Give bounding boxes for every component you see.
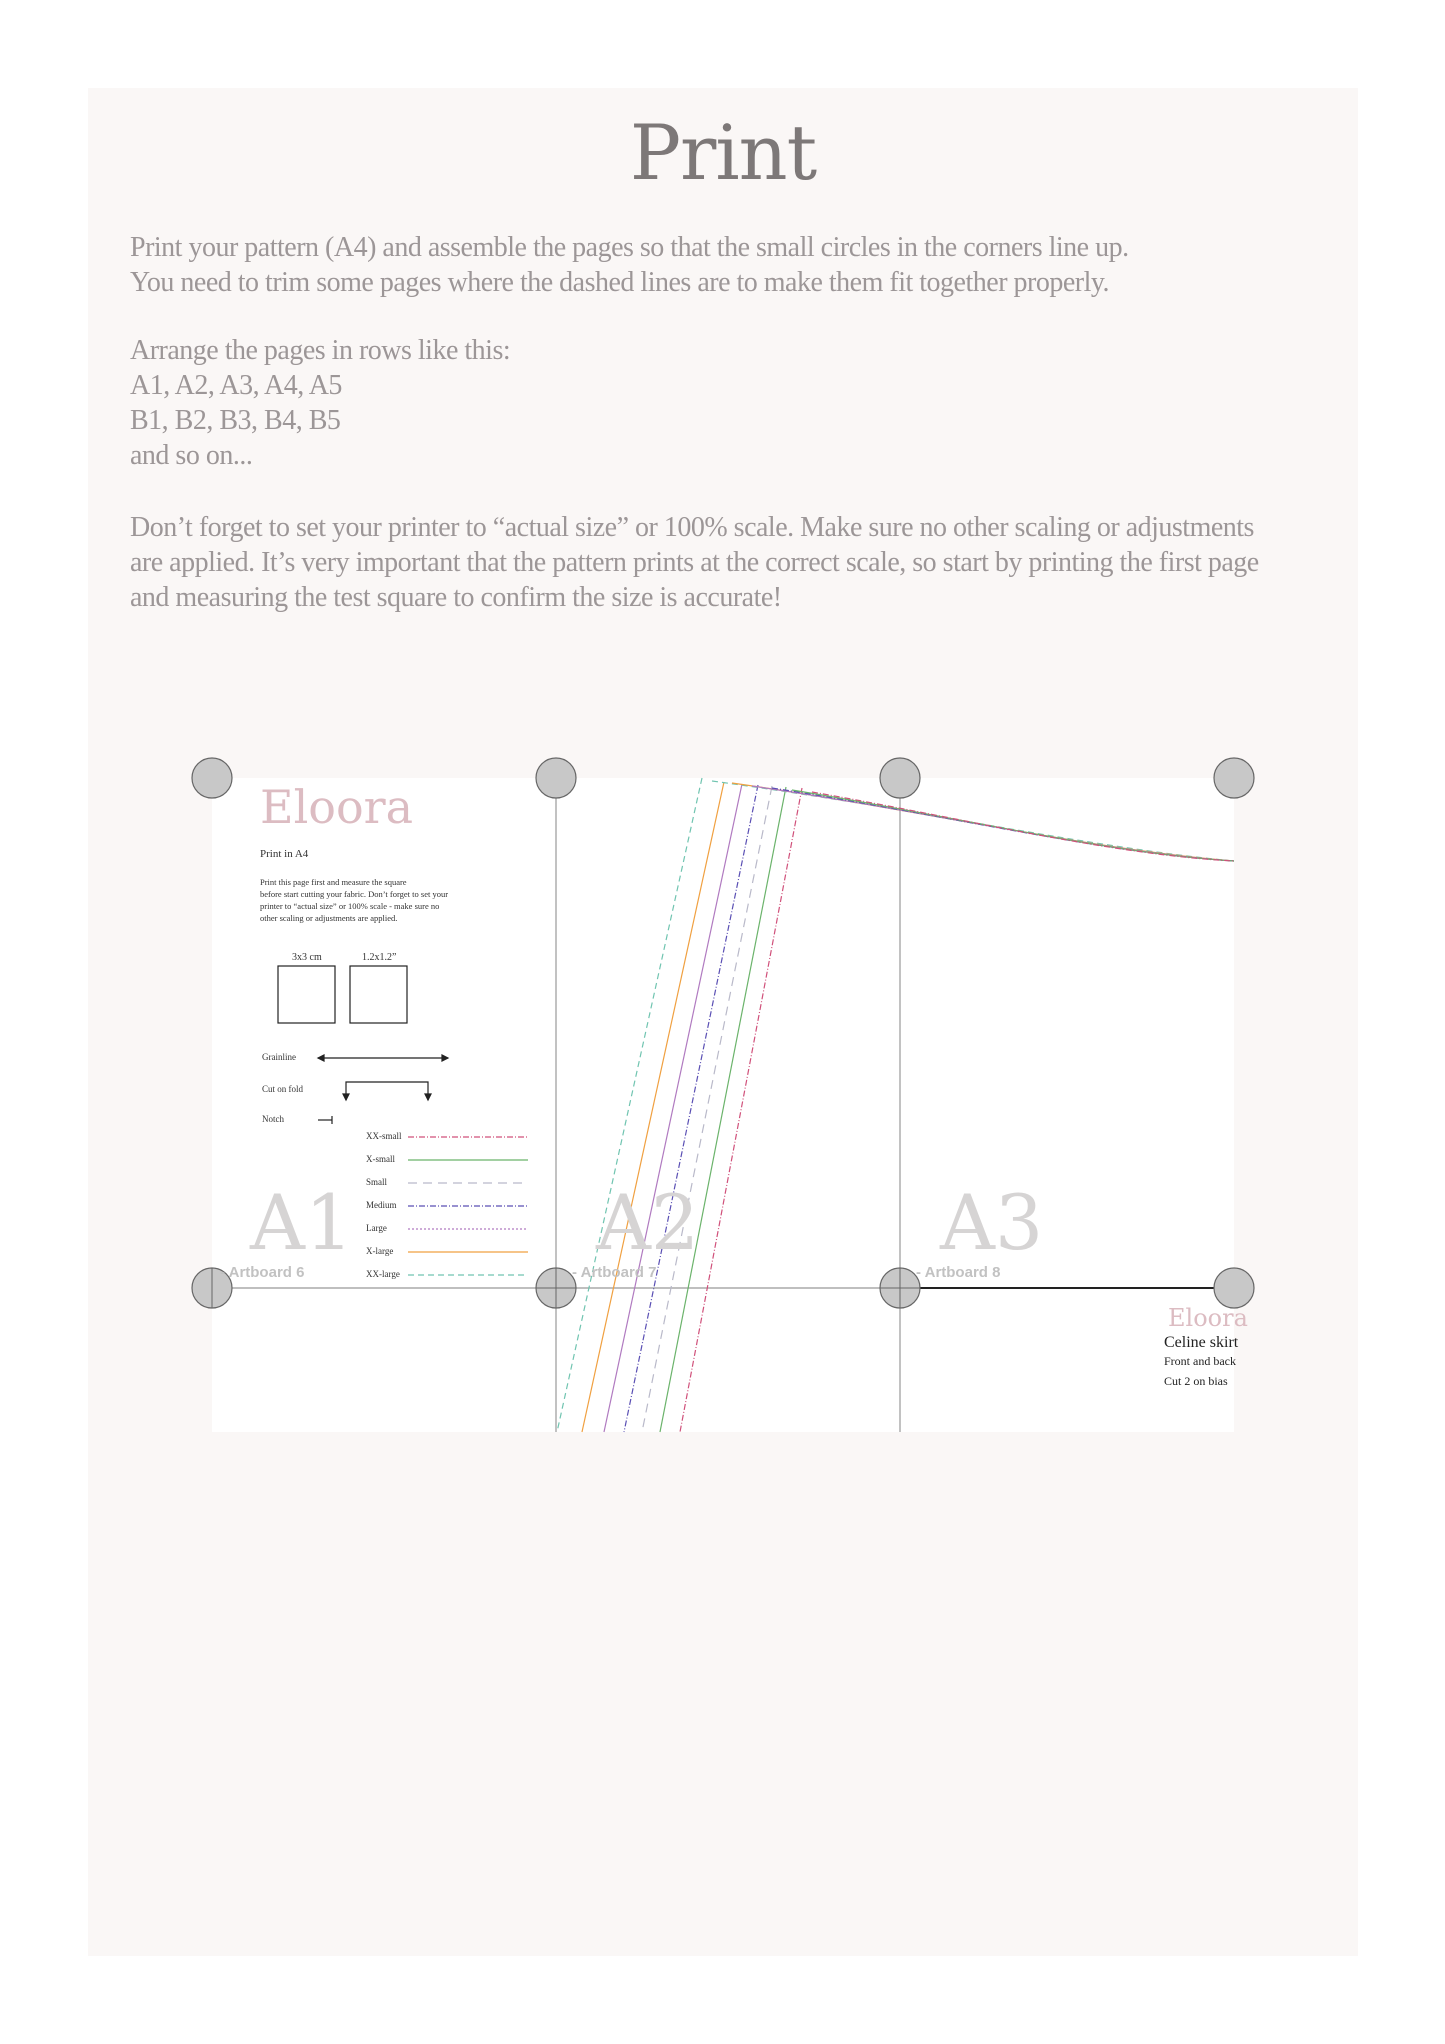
brand-logo: Eloora (260, 780, 414, 834)
text-line: printer to “actual size” or 100% scale - make sure no (260, 901, 440, 911)
imperial-square-label: 1.2x1.2” (362, 952, 397, 963)
text-line: You need to trim some pages where the dashed lines are to make them fit together properly. (130, 267, 1110, 298)
piece-cut-instruction: Cut 2 on bias (1164, 1374, 1228, 1388)
text-line: and measuring the test square to confirm the size is accurate! (130, 582, 782, 613)
page-letter-a2: A2 (596, 1178, 700, 1267)
scale-warning-paragraph (130, 510, 1340, 615)
piece-brand: Eloora (1168, 1304, 1248, 1332)
size-label: XX-large (366, 1269, 400, 1279)
artboard-label: - Artboard 6 (220, 1264, 305, 1281)
text-line: before start cutting your fabric. Don’t forget to set your (260, 889, 449, 899)
text-line: A1, A2, A3, A4, A5 (130, 370, 342, 401)
size-label: Large (366, 1223, 387, 1233)
text-line: Don’t forget to set your printer to “actual size” or 100% scale. Make sure no other scaling or adjustments (130, 512, 1254, 543)
page-letter-a3: A3 (940, 1178, 1044, 1267)
page-title: Print (629, 108, 817, 197)
size-label: Small (366, 1177, 388, 1187)
piece-name: Celine skirt (1164, 1334, 1239, 1351)
page-letter-a1: A1 (250, 1178, 354, 1267)
text-line: Print this page first and measure the square (260, 877, 407, 887)
size-label: X-small (366, 1154, 395, 1164)
metric-square-label: 3x3 cm (292, 952, 322, 963)
text-line: B1, B2, B3, B4, B5 (130, 405, 341, 436)
arrange-paragraph (130, 333, 1340, 473)
text-line: are applied. It’s very important that the pattern prints at the correct scale, so start by printing the first page (130, 547, 1259, 578)
cut-on-fold-label: Cut on fold (262, 1084, 304, 1094)
test-square-instructions (260, 876, 448, 924)
intro-paragraph (130, 230, 1340, 300)
grainline-label: Grainline (262, 1052, 296, 1062)
text-line: Arrange the pages in rows like this: (130, 335, 511, 366)
artboard-label: - Artboard 8 (916, 1264, 1001, 1281)
pattern-preview-image (212, 778, 1248, 1432)
notch-label: Notch (262, 1114, 284, 1124)
text-line: Print your pattern (A4) and assemble the pages so that the small circles in the corners line up. (130, 232, 1129, 263)
text-line: other scaling or adjustments are applied. (260, 913, 398, 923)
size-label: Medium (366, 1200, 397, 1210)
size-label: X-large (366, 1246, 394, 1256)
text-line: and so on... (130, 440, 253, 471)
print-size-label: Print in A4 (260, 848, 309, 860)
artboard-label: - Artboard 7 (572, 1264, 657, 1281)
size-label: XX-small (366, 1131, 402, 1141)
piece-part: Front and back (1164, 1354, 1236, 1368)
